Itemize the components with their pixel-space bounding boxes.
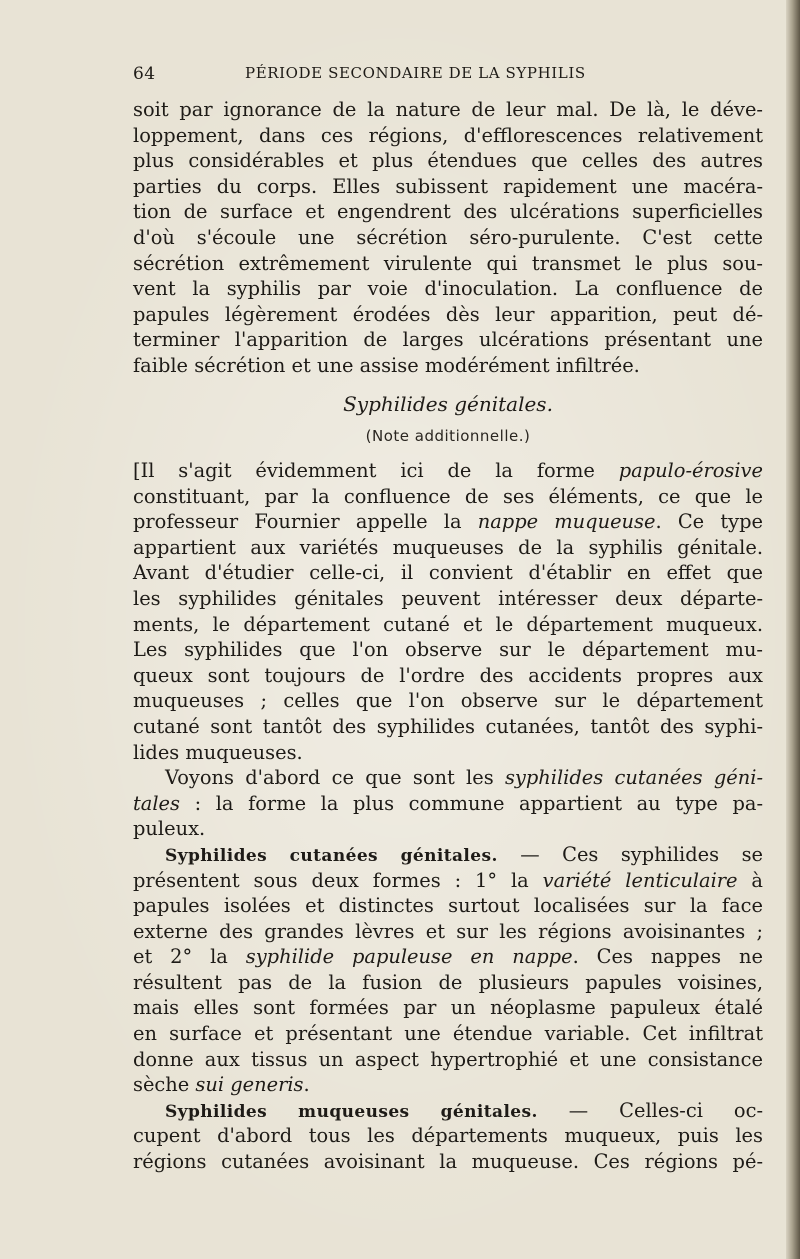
text-line <box>133 765 763 791</box>
text-line: régions cutanées avoisinant la muqueuse. Ces régions pé- <box>133 1150 763 1174</box>
text-line: terminer l'apparition de larges ulcérations présentant une <box>133 328 763 352</box>
italic-term: papulo-érosive <box>618 459 763 482</box>
text-line: muqueuses ; celles que l'on observe sur le département <box>133 689 763 713</box>
italic-term: sui generis <box>195 1073 304 1097</box>
text-line: papules légèrement érodées dès leur apparition, peut dé- <box>133 302 763 326</box>
text-line <box>133 944 763 970</box>
italic-term: syphilide papuleuse en nappe <box>245 945 573 969</box>
text-line <box>133 868 763 894</box>
text-line <box>133 791 763 817</box>
text-line: loppement, dans ces régions, d'efflorescences relativement <box>133 123 763 147</box>
text-line: parties du corps. Elles subissent rapidement une macéra- <box>133 174 763 198</box>
text-line: résultent pas de la fusion de plusieurs papules voisines, <box>133 970 763 994</box>
text-run: à <box>737 868 763 892</box>
text-run: . Ces nappes ne <box>572 945 763 969</box>
text-run: [Il s'agit évidemment ici de la forme <box>133 459 619 482</box>
text-line <box>133 1098 763 1124</box>
text-line: Avant d'étudier celle-ci, il convient d'établir en effet que <box>133 561 763 585</box>
running-header <box>133 64 763 88</box>
text-run: — Ces syphilides se <box>497 842 763 866</box>
italic-term: syphilides cutanées géni- <box>504 766 763 790</box>
text-line: tion de surface et engendrent des ulcérations superficielles <box>133 200 763 224</box>
subsection-heading: Syphilides cutanées génitales. <box>165 845 498 866</box>
text-line: puleux. <box>133 817 206 841</box>
text-line: lides muqueuses. <box>133 740 303 764</box>
text-line: plus considérables et plus étendues que celles des autres <box>133 149 763 173</box>
italic-term: nappe muqueuse <box>477 510 656 534</box>
text-run: Voyons d'abord ce que sont les <box>165 766 505 790</box>
text-run: professeur Fournier appelle la <box>133 510 478 534</box>
text-line: d'où s'écoule une sécrétion séro-purulente. C'est cette <box>133 225 763 249</box>
text-line <box>133 509 763 535</box>
note-body <box>133 458 763 1175</box>
text-run: sèche <box>133 1073 196 1097</box>
page-edge <box>786 0 800 1259</box>
text-run: — Celles-ci oc- <box>537 1098 763 1122</box>
text-line: Les syphilides que l'on observe sur le département mu- <box>133 638 763 662</box>
paragraph-continuation <box>133 97 763 379</box>
text-line: ments, le département cutané et le département muqueux. <box>133 612 763 636</box>
text-line: appartient aux variétés muqueuses de la syphilis génitale. <box>133 535 763 559</box>
page-number: 64 <box>133 64 156 84</box>
text-line: donne aux tissus un aspect hypertrophié et une consistance <box>133 1047 763 1071</box>
section-note: (Note additionnelle.) <box>365 427 531 445</box>
italic-term: variété lenticulaire <box>542 868 738 892</box>
text-line: les syphilides génitales peuvent intéresser deux départe- <box>133 586 763 610</box>
text-line: en surface et présentant une étendue variable. Cet infiltrat <box>133 1022 763 1046</box>
text-line: sécrétion extrêmement virulente qui transmet le plus sou- <box>133 251 763 275</box>
italic-term: tales <box>133 791 180 815</box>
text-line: queux sont toujours de l'ordre des accidents propres aux <box>133 663 763 687</box>
section-title: Syphilides génitales. <box>343 392 553 416</box>
text-line: papules isolées et distinctes surtout localisées sur la face <box>133 894 763 918</box>
text-line: externe des grandes lèvres et sur les régions avoisinantes ; <box>133 919 763 943</box>
running-title: PÉRIODE SECONDAIRE DE LA SYPHILIS <box>245 64 586 82</box>
text-line <box>133 1072 763 1098</box>
text-line: constituant, par la confluence de ses éléments, ce que le <box>133 484 763 508</box>
text-run: : la forme la plus commune appartient au type pa- <box>179 791 763 815</box>
text-run: et 2° la <box>133 945 246 969</box>
text-line: cupent d'abord tous les départements muqueux, puis les <box>133 1124 763 1148</box>
text-line: mais elles sont formées par un néoplasme papuleux étalé <box>133 996 763 1020</box>
text-line: vent la syphilis par voie d'inoculation. La confluence de <box>133 277 763 301</box>
subsection-heading: Syphilides muqueuses génitales. <box>165 1101 538 1122</box>
text-line: soit par ignorance de la nature de leur mal. De là, le déve- <box>133 98 763 121</box>
text-line: faible sécrétion et une assise modérément infiltrée. <box>133 353 640 377</box>
text-run: . <box>303 1073 310 1097</box>
text-line <box>133 842 763 868</box>
text-run: . Ce type <box>655 510 763 534</box>
text-line <box>133 458 763 484</box>
text-run: présentent sous deux formes : 1° la <box>133 868 543 892</box>
text-line: cutané sont tantôt des syphilides cutanées, tantôt des syphi- <box>133 714 763 738</box>
